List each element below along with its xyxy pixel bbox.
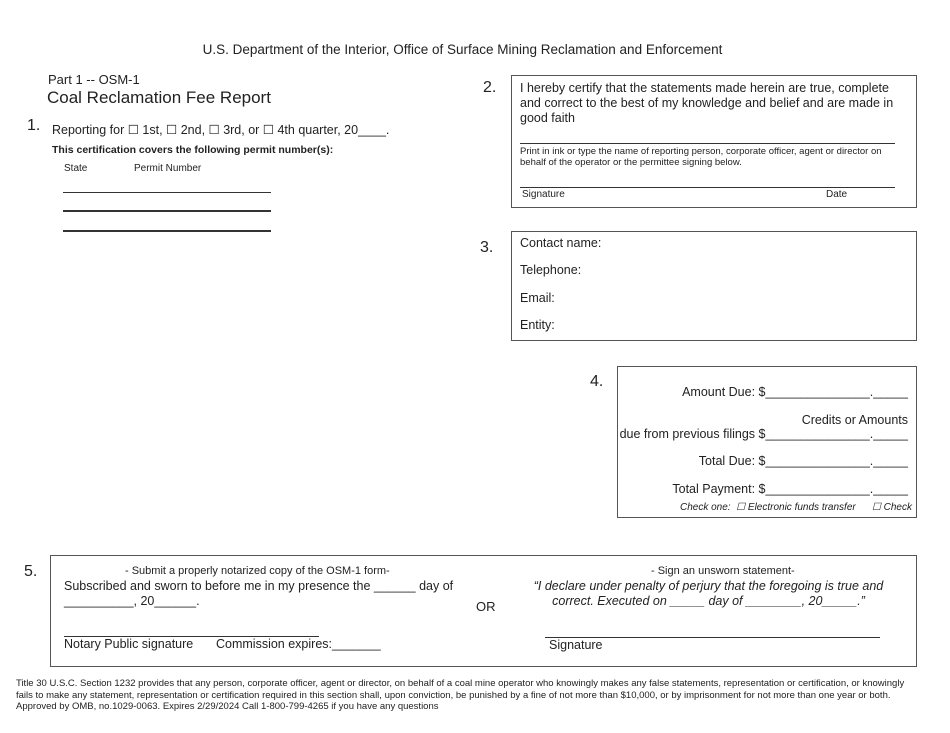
- signature-date-line[interactable]: [520, 187, 895, 188]
- permit-entry-line[interactable]: [63, 210, 271, 212]
- eft-checkbox[interactable]: ☐ Electronic funds transfer: [736, 502, 856, 513]
- legal-notice: Title 30 U.S.C. Section 1232 provides that any person, corporate officer, agent or director, on behalf of a coal mine operator who knowingly makes any false statements, representation or certification, or knowingly fails to make any statement, representation or certification required in this section shall, upon conviction, be punished by a fine of not more than $10,000, or by imprisonment for not more than one year or both. Approved by OMB, no.1029-0063. Expires 2/29/2024 Call 1-800-799-4265 if you have any questions: [16, 678, 905, 712]
- signature-label: Signature: [522, 189, 565, 200]
- section-5-number: 5.: [24, 563, 38, 580]
- permit-entry-line[interactable]: [63, 192, 271, 193]
- check-one-label: Check one:: [680, 502, 731, 513]
- date-label: Date: [826, 189, 848, 200]
- check-checkbox[interactable]: ☐ Check: [871, 502, 912, 513]
- section-2-number: 2.: [483, 79, 497, 96]
- contact-box: [511, 231, 917, 341]
- entity-label: Entity:: [520, 318, 555, 332]
- or-label: OR: [476, 599, 496, 614]
- section-4-number: 4.: [590, 373, 604, 390]
- agency-header: U.S. Department of the Interior, Office of Surface Mining Reclamation and Enforcement: [202, 42, 723, 57]
- notary-instruction: - Submit a properly notarized copy of the OSM-1 form-: [125, 565, 390, 577]
- unsworn-statement: “I declare under penalty of perjury that the foregoing is true and correct. Executed on _____ day of ________, 20_____.”: [533, 579, 884, 608]
- contact-name-label: Contact name:: [520, 236, 602, 250]
- credits-label: Credits or Amounts: [801, 413, 908, 427]
- reporting-quarter-text[interactable]: Reporting for ☐ 1st, ☐ 2nd, ☐ 3rd, or ☐ 4th quarter, 20____.: [52, 123, 390, 137]
- permit-entry-line[interactable]: [63, 230, 271, 232]
- notary-signature-label: Notary Public signature: [64, 637, 194, 651]
- permit-number-column-header: Permit Number: [134, 163, 202, 174]
- permit-certification-label: This certification covers the following permit number(s):: [52, 144, 334, 156]
- fee-box: [617, 366, 917, 518]
- form-part: Part 1 -- OSM-1: [48, 72, 140, 87]
- certify-statement: I hereby certify that the statements made herein are true, complete and correct to the best of my knowledge and belief and are made in good faith: [520, 81, 894, 125]
- print-name-note: Print in ink or type the name of reporting person, corporate officer, agent or director on behalf of the operator or the permittee signing below.: [520, 146, 882, 168]
- email-label: Email:: [520, 291, 555, 305]
- amount-due-field[interactable]: Amount Due: $_______________._____: [682, 385, 908, 399]
- total-payment-field[interactable]: Total Payment: $_______________._____: [672, 482, 908, 496]
- section-1-number: 1.: [27, 117, 41, 134]
- unsworn-instruction: - Sign an unsworn statement-: [651, 565, 795, 577]
- form-title: Coal Reclamation Fee Report: [47, 88, 271, 107]
- notarization-box: [50, 555, 917, 667]
- name-line[interactable]: [520, 143, 895, 144]
- telephone-label: Telephone:: [520, 263, 582, 277]
- certification-box: [511, 75, 917, 208]
- state-column-header: State: [64, 163, 88, 174]
- sworn-statement: Subscribed and sworn to before me in my presence the ______ day of __________, 20______.: [64, 579, 454, 608]
- section-3-number: 3.: [480, 239, 494, 256]
- credits-field[interactable]: due from previous filings $_______________._____: [619, 427, 908, 441]
- commission-expires-field[interactable]: Commission expires:_______: [216, 637, 381, 651]
- total-due-field[interactable]: Total Due: $_______________._____: [698, 454, 908, 468]
- payment-method-row: [680, 502, 912, 513]
- unsworn-signature-label: Signature: [549, 638, 603, 652]
